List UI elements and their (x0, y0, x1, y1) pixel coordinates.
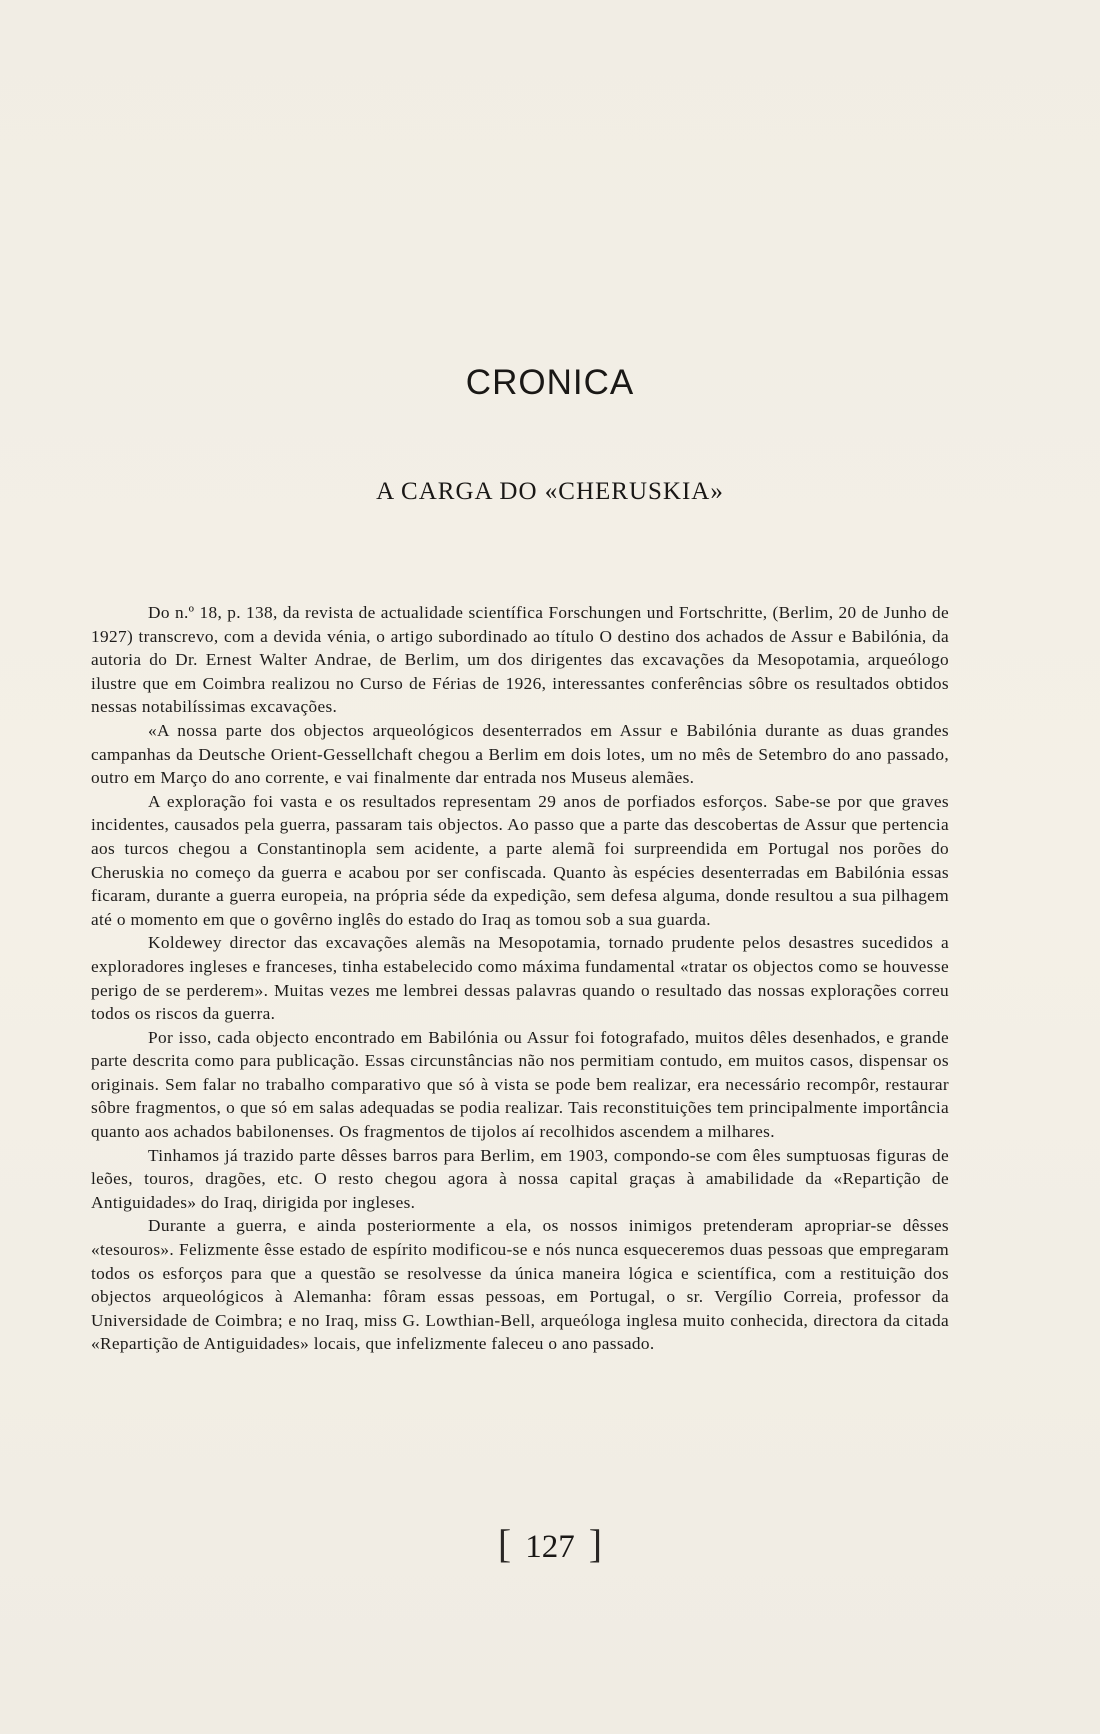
page-number (0, 1520, 1100, 1567)
page-number-value: 127 (525, 1529, 575, 1565)
page-number-close-bracket: ] (588, 1521, 603, 1566)
paragraph: Do n.º 18, p. 138, da revista de actualidade scientífica Forschungen und Fortschritte, (Berlim, 20 de Junho de 1927) transcrevo, com a devida vénia, o artigo subordinado ao título O destino dos achados de Assur e Babilónia, da autoria do Dr. Ernest Walter Andrae, de Berlim, um dos dirigentes das excavações da Mesopotamia, arqueólogo ilustre que em Coimbra realizou no Curso de Férias de 1926, interessantes conferências sôbre os resultados obtidos nessas notabilíssimas excavações. (91, 603, 949, 717)
article-title: A CARGA DO «CHERUSKIA» (376, 478, 724, 505)
paragraph: «A nossa parte dos objectos arqueológicos desenterrados em Assur e Babilónia durante as duas grandes campanhas da Deutsche Orient-Gessellchaft chegou a Berlim em dois lotes, um no mês de Setembro do ano passado, outro em Março do ano corrente, e vai finalmente dar entrada nos Museus alemães. (91, 720, 949, 788)
article-body (91, 601, 949, 1356)
paragraph: Koldewey director das excavações alemãs na Mesopotamia, tornado prudente pelos desastres sucedidos a exploradores ingleses e franceses, tinha estabelecido como máxima fundamental «tratar os objectos como se houvesse perigo de se perderem». Muitas vezes me lembrei dessas palavras quando o resultado das nossas explorações correu todos os riscos da guerra. (91, 933, 949, 1024)
paragraph: Durante a guerra, e ainda posteriormente a ela, os nossos inimigos pretenderam apropriar-se dêsses «tesouros». Felizmente êsse estado de espírito modificou-se e nós nunca esqueceremos duas pessoas que empregaram todos os esforços para que a questão se resolvesse da única maneira lógica e scientífica, com a restituição dos objectos arqueológicos à Alemanha: fôram essas pessoas, em Portugal, o sr. Vergílio Correia, professor da Universidade de Coimbra; e no Iraq, miss G. Lowthian-Bell, arqueóloga inglesa muito conhecida, directora da citada «Repartição de Antiguidades» locais, que infelizmente faleceu o ano passado. (91, 1216, 949, 1354)
paragraph: Por isso, cada objecto encontrado em Babilónia ou Assur foi fotografado, muitos dêles desenhados, e grande parte descrita como para publicação. Essas circunstâncias não nos permitiam contudo, em muitos casos, dispensar os originais. Sem falar no trabalho comparativo que só à vista se pode bem realizar, era necessário recompôr, restaurar sôbre fragmentos, o que só em salas adequadas se podia realizar. Tais reconstituições tem principalmente importância quanto aos achados babilonenses. Os fragmentos de tijolos aí recolhidos ascendem a milhares. (91, 1027, 949, 1142)
page-number-open-bracket: [ (497, 1521, 512, 1566)
section-title: CRONICA (465, 363, 635, 402)
paragraph: A exploração foi vasta e os resultados representam 29 anos de porfiados esforços. Sabe-se por que graves incidentes, causados pela guerra, passaram tais objectos. Ao passo que a parte das descobertas de Assur que pertencia aos turcos chegou a Constantinopla sem acidente, a parte alemã foi surpreendida em Portugal nos porões do Cheruskia no começo da guerra e acabou por ser confiscada. Quanto às espécies desenterradas em Babilónia essas ficaram, durante a guerra europeia, na própria séde da expedição, sem defesa alguma, donde resultou a sua pilhagem até o momento em que o govêrno inglês do estado do Iraq as tomou sob a sua guarda. (91, 791, 949, 929)
paragraph: Tinhamos já trazido parte dêsses barros para Berlim, em 1903, compondo-se com êles sumptuosas figuras de leões, touros, dragões, etc. O resto chegou agora à nossa capital graças à amabilidade da «Repartição de Antiguidades» do Iraq, dirigida por ingleses. (91, 1145, 949, 1212)
